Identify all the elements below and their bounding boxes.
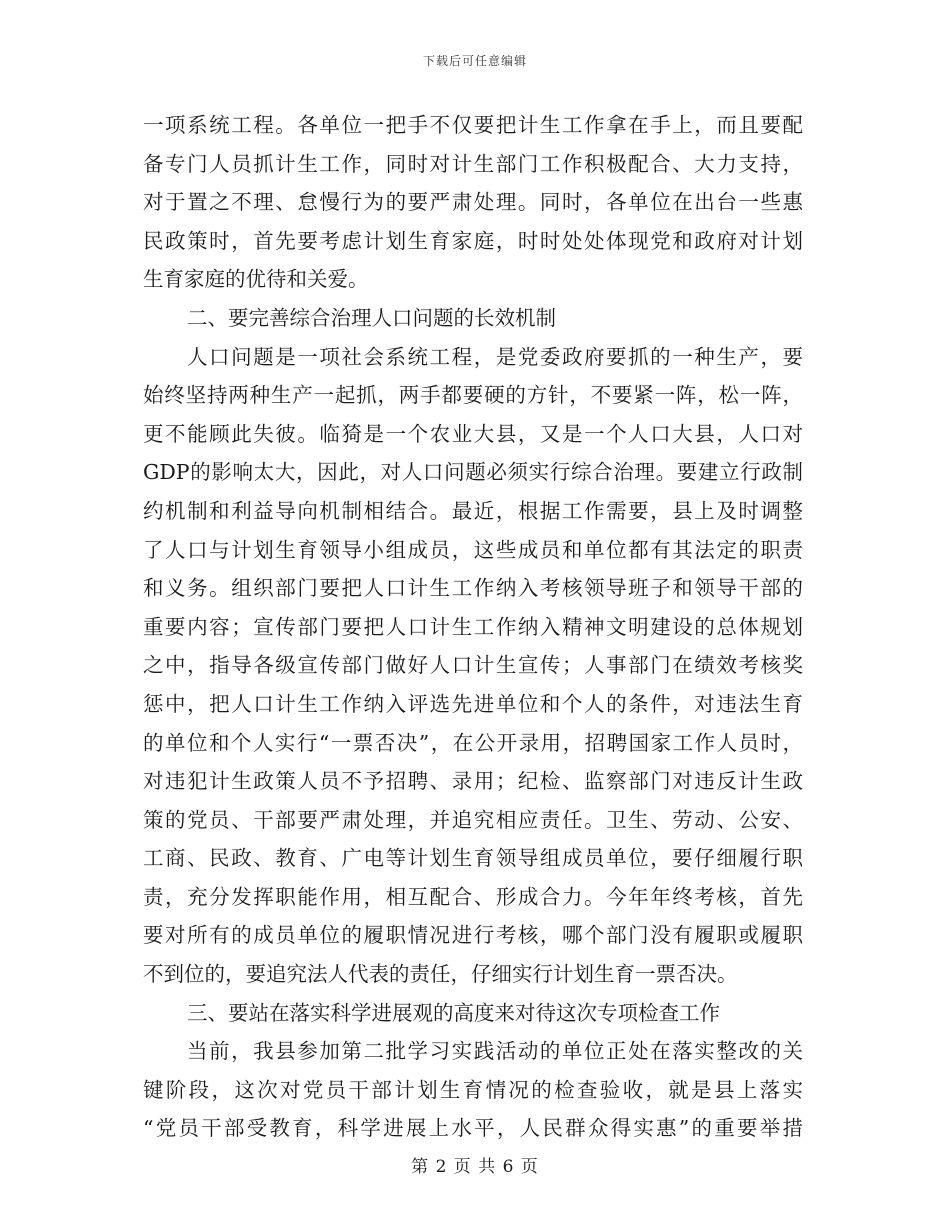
text-line: 备专门人员抓计生工作，同时对计生部门工作积极配合、大力支持，	[143, 151, 803, 176]
text-line: 始终坚持两种生产一起抓，两手都要硬的方针，不要紧一阵，松一阵，	[143, 383, 803, 408]
text-line: 了人口与计划生育领导小组成员，这些成员和单位都有其法定的职责	[143, 537, 803, 562]
text-line: 的单位和个人实行“一票否决”，在公开录用，招聘国家工作人员时，	[143, 730, 803, 755]
section-heading-3: 三、要站在落实科学进展观的高度来对待这次专项检查工作	[187, 1000, 720, 1025]
text-line: 之中，指导各级宣传部门做好人口计生宣传；人事部门在绩效考核奖	[143, 653, 803, 678]
text-line: 约机制和利益导向机制相结合。最近，根据工作需要，县上及时调整	[143, 498, 803, 523]
text-line: 更不能顾此失彼。临猗是一个农业大县，又是一个人口大县，人口对	[143, 421, 803, 446]
text-line: 对违犯计生政策人员不予招聘、录用；纪检、监察部门对违反计生政	[143, 769, 803, 794]
text-line: 民政策时，首先要考虑计划生育家庭，时时处处体现党和政府对计划	[143, 228, 803, 253]
section-heading-2: 二、要完善综合治理人口问题的长效机制	[187, 305, 556, 330]
text-line: “党员干部受教育，科学进展上水平，人民群众得实惠”的重要举措	[143, 1116, 803, 1141]
text-line: 惩中，把人口计生工作纳入评选先进单位和个人的条件，对违法生育	[143, 691, 803, 716]
text-line: 生育家庭的优待和关爱。	[143, 267, 369, 292]
text-line: 和义务。组织部门要把人口计生工作纳入考核领导班子和领导干部的	[143, 576, 803, 601]
text-line: 策的党员、干部要严肃处理，并追究相应责任。卫生、劳动、公安、	[143, 807, 803, 832]
page-number-footer: 第 2 页 共 6 页	[411, 1157, 539, 1177]
text-line: 当前，我县参加第二批学习实践活动的单位正处在落实整改的关	[187, 1039, 803, 1064]
text-line: 对于置之不理、怠慢行为的要严肃处理。同时，各单位在出台一些惠	[143, 190, 803, 215]
text-line: 不到位的，要追究法人代表的责任，仔细实行计划生育一票否决。	[143, 962, 738, 987]
text-line: GDP的影响太大，因此，对人口问题必须实行综合治理。要建立行政制	[143, 460, 803, 485]
text-line: 键阶段，这次对党员干部计划生育情况的检查验收，就是县上落实	[143, 1077, 803, 1102]
document-body	[143, 106, 803, 1148]
text-line: 工商、民政、教育、广电等计划生育领导组成员单位，要仔细履行职	[143, 846, 803, 871]
text-line: 责，充分发挥职能作用，相互配合、形成合力。今年年终考核，首先	[143, 884, 803, 909]
page-header-note: 下载后可任意编辑	[422, 54, 527, 68]
text-line: 人口问题是一项社会系统工程，是党委政府要抓的一种生产，要	[187, 344, 803, 369]
text-line: 要对所有的成员单位的履职情况进行考核，哪个部门没有履职或履职	[143, 923, 803, 948]
text-line: 重要内容；宣传部门要把人口计生工作纳入精神文明建设的总体规划	[143, 614, 803, 639]
text-line: 一项系统工程。各单位一把手不仅要把计生工作拿在手上，而且要配	[143, 113, 803, 137]
